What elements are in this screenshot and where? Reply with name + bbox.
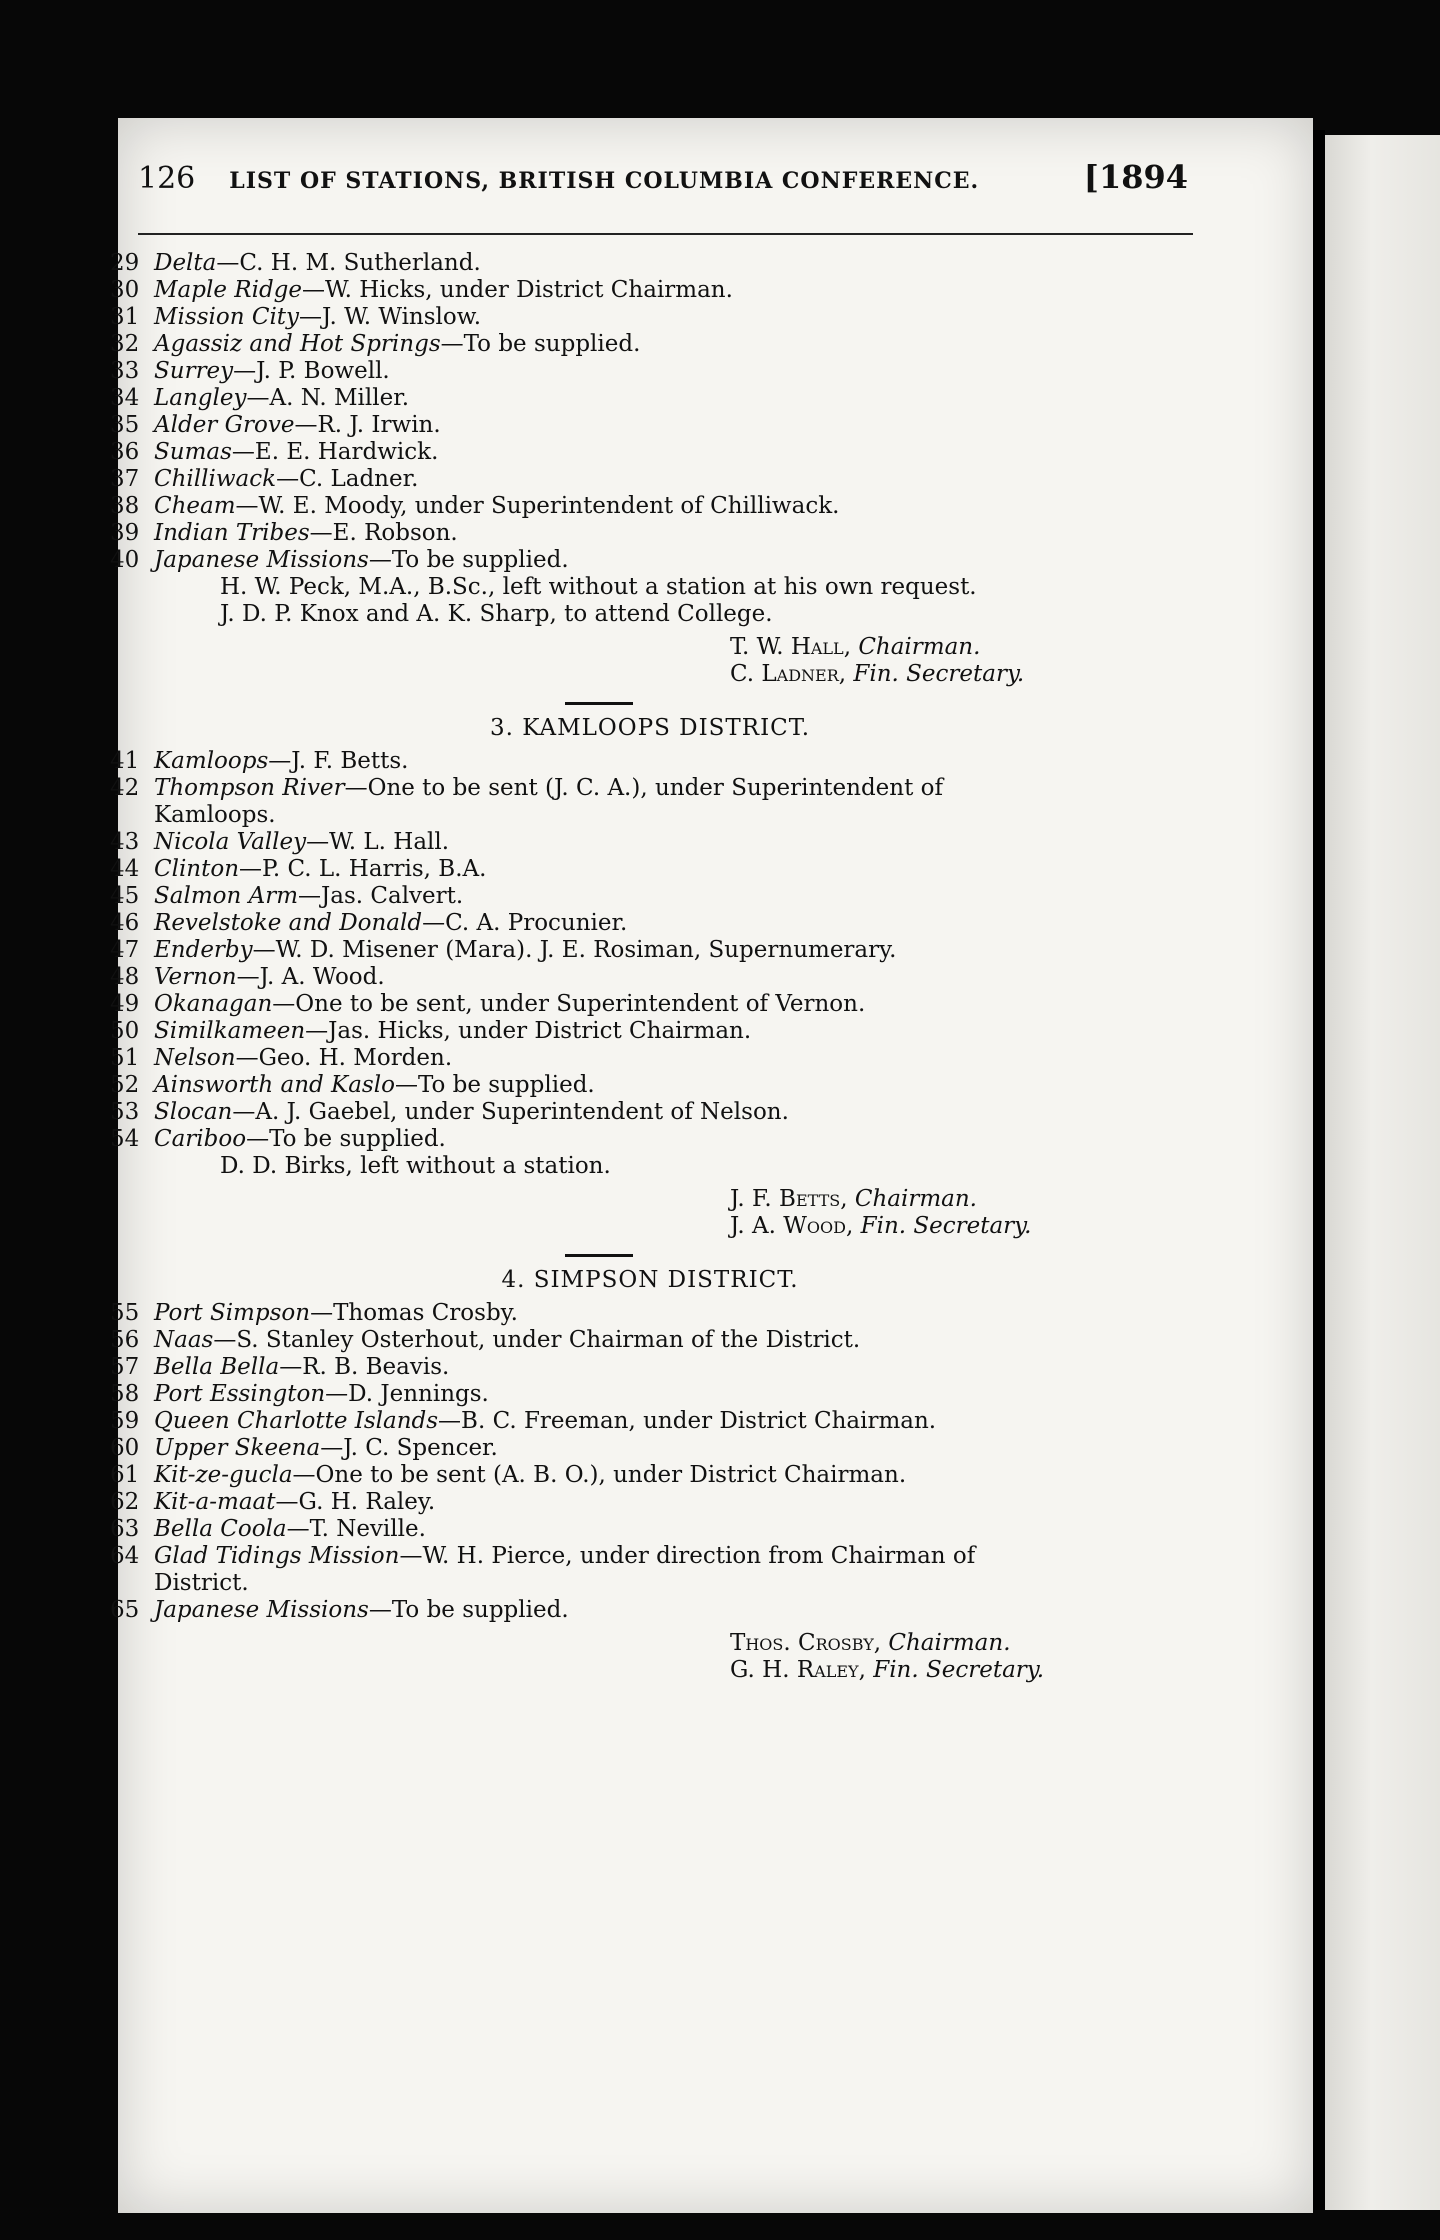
station-entry xyxy=(110,1126,1190,1153)
signature-line: C. Ladner, Fin. Secretary. xyxy=(730,661,1025,687)
station-assignment: —J. C. Spencer. xyxy=(320,1435,498,1461)
notes-section-1 xyxy=(110,574,1190,628)
station-note: J. D. P. Knox and A. K. Sharp, to attend College. xyxy=(220,601,773,627)
station-entry xyxy=(110,1099,1190,1126)
station-entry xyxy=(110,358,1190,385)
station-number: 52 xyxy=(110,1072,140,1098)
station-entry xyxy=(110,991,1190,1018)
station-place: Clinton xyxy=(154,856,240,882)
station-assignment: —D. Jennings. xyxy=(325,1381,489,1407)
station-number: 60 xyxy=(110,1435,140,1461)
station-note: D. D. Birks, left without a station. xyxy=(220,1153,611,1179)
section-divider xyxy=(565,1254,633,1257)
station-place: Enderby xyxy=(154,937,253,963)
station-place: Ainsworth and Kaslo xyxy=(154,1072,395,1098)
station-entry xyxy=(110,1354,1190,1381)
station-entry xyxy=(110,493,1190,520)
station-note: H. W. Peck, M.A., B.Sc., left without a station at his own request. xyxy=(220,574,977,600)
station-assignment: —T. Neville. xyxy=(286,1516,426,1542)
station-place: Kamloops xyxy=(154,748,269,774)
station-entry xyxy=(110,412,1190,439)
station-entry xyxy=(110,1489,1190,1516)
station-place: Japanese Missions xyxy=(154,1597,369,1623)
station-entry xyxy=(110,1543,1190,1570)
station-number: 32 xyxy=(110,331,140,357)
station-place: Nelson xyxy=(154,1045,236,1071)
station-place: Upper Skeena xyxy=(154,1435,321,1461)
station-entry xyxy=(110,466,1190,493)
station-place: Maple Ridge xyxy=(154,277,302,303)
signatory-role: Chairman. xyxy=(888,1630,1011,1656)
station-place: Cheam xyxy=(154,493,236,519)
station-number: 45 xyxy=(110,883,140,909)
station-assignment: —Thomas Crosby. xyxy=(310,1300,518,1326)
station-number: 53 xyxy=(110,1099,140,1125)
station-list-kamloops xyxy=(110,748,1190,1153)
station-assignment: —R. J. Irwin. xyxy=(294,412,441,438)
signatory-role: Chairman. xyxy=(858,634,981,660)
signatory-role: Fin. Secretary. xyxy=(853,661,1025,687)
station-number: 47 xyxy=(110,937,140,963)
station-list-section-1 xyxy=(110,250,1190,574)
facing-page-edge xyxy=(1325,135,1440,2210)
station-entry xyxy=(110,1462,1190,1489)
signatures-section-1 xyxy=(110,634,1190,688)
station-number: 61 xyxy=(110,1462,140,1488)
station-entry xyxy=(110,748,1190,775)
station-entry xyxy=(110,1300,1190,1327)
signatory-role: Chairman. xyxy=(854,1186,977,1212)
station-number: 35 xyxy=(110,412,140,438)
station-entry xyxy=(110,1327,1190,1354)
station-place: Similkameen xyxy=(154,1018,306,1044)
station-assignment: —One to be sent (J. C. A.), under Superintendent of xyxy=(344,775,944,801)
station-number: 34 xyxy=(110,385,140,411)
station-place: Indian Tribes xyxy=(154,520,310,546)
station-place: Sumas xyxy=(154,439,232,465)
book-spine xyxy=(1313,130,1325,2210)
page-year: [1894 xyxy=(1083,158,1188,196)
station-number: 31 xyxy=(110,304,140,330)
station-assignment: —One to be sent (A. B. O.), under District Chairman. xyxy=(292,1462,907,1488)
page-header xyxy=(138,158,1188,208)
station-entry xyxy=(110,937,1190,964)
station-place: Alder Grove xyxy=(154,412,295,438)
station-number: 36 xyxy=(110,439,140,465)
station-entry xyxy=(110,856,1190,883)
station-place: Mission City xyxy=(154,304,300,330)
station-place: Naas xyxy=(154,1327,214,1353)
station-assignment: —J. A. Wood. xyxy=(236,964,385,990)
signatory-name: J. F. Betts xyxy=(730,1186,841,1212)
station-number: 43 xyxy=(110,829,140,855)
station-assignment: —To be supplied. xyxy=(394,1072,595,1098)
station-entry xyxy=(110,439,1190,466)
station-number: 38 xyxy=(110,493,140,519)
station-number: 30 xyxy=(110,277,140,303)
station-entry xyxy=(110,331,1190,358)
station-number: 41 xyxy=(110,748,140,774)
station-place: Bella Bella xyxy=(154,1354,280,1380)
station-number: 37 xyxy=(110,466,140,492)
station-place: Salmon Arm xyxy=(154,883,299,909)
station-number: 40 xyxy=(110,547,140,573)
signature-line: G. H. Raley, Fin. Secretary. xyxy=(730,1657,1045,1683)
station-place: Chilliwack xyxy=(154,466,277,492)
station-assignment: —J. P. Bowell. xyxy=(233,358,390,384)
station-place: Nicola Valley xyxy=(154,829,307,855)
station-place: Glad Tidings Mission xyxy=(154,1543,400,1569)
station-entry-continuation: District. xyxy=(154,1570,249,1596)
station-entry xyxy=(110,520,1190,547)
station-number: 50 xyxy=(110,1018,140,1044)
station-assignment: —W. H. Pierce, under direction from Chairman of xyxy=(399,1543,976,1569)
station-number: 55 xyxy=(110,1300,140,1326)
station-number: 62 xyxy=(110,1489,140,1515)
station-place: Kit-ze-gucla xyxy=(154,1462,293,1488)
station-assignment: —Jas. Hicks, under District Chairman. xyxy=(305,1018,752,1044)
station-number: 57 xyxy=(110,1354,140,1380)
station-place: Surrey xyxy=(154,358,234,384)
station-entry xyxy=(110,1597,1190,1624)
station-assignment: —R. B. Beavis. xyxy=(279,1354,450,1380)
station-place: Kit-a-maat xyxy=(154,1489,276,1515)
signatures-kamloops xyxy=(110,1186,1190,1240)
station-number: 64 xyxy=(110,1543,140,1569)
station-place: Vernon xyxy=(154,964,237,990)
signatory-name: J. A. Wood xyxy=(730,1213,846,1239)
signatory-name: T. W. Hall xyxy=(730,634,844,660)
station-assignment: —C. A. Procunier. xyxy=(422,910,628,936)
page-number: 126 xyxy=(138,161,196,196)
page-body xyxy=(110,250,1190,1684)
signatory-role: Fin. Secretary. xyxy=(873,1657,1045,1683)
station-assignment: —Geo. H. Morden. xyxy=(235,1045,453,1071)
station-place: Bella Coola xyxy=(154,1516,287,1542)
station-assignment: —W. L. Hall. xyxy=(306,829,450,855)
station-entry xyxy=(110,1435,1190,1462)
station-assignment: —To be supplied. xyxy=(246,1126,446,1152)
station-place: Langley xyxy=(154,385,247,411)
station-place: Cariboo xyxy=(154,1126,247,1152)
signatures-simpson xyxy=(110,1630,1190,1684)
signature-line: J. F. Betts, Chairman. xyxy=(730,1186,977,1212)
station-assignment: —G. H. Raley. xyxy=(275,1489,436,1515)
station-assignment: —W. D. Misener (Mara). J. E. Rosiman, Supernumerary. xyxy=(252,937,897,963)
signatory-role: Fin. Secretary. xyxy=(860,1213,1032,1239)
station-assignment: —E. Robson. xyxy=(309,520,458,546)
station-entry xyxy=(110,910,1190,937)
station-entry xyxy=(110,1072,1190,1099)
station-assignment: —J. W. Winslow. xyxy=(299,304,482,330)
district-heading-simpson: 4. SIMPSON DISTRICT. xyxy=(501,1267,799,1293)
station-assignment: —Jas. Calvert. xyxy=(298,883,464,909)
district-heading-kamloops: 3. KAMLOOPS DISTRICT. xyxy=(489,715,811,741)
station-entry xyxy=(110,250,1190,277)
station-entry xyxy=(110,775,1190,802)
station-number: 29 xyxy=(110,250,140,276)
station-number: 58 xyxy=(110,1381,140,1407)
station-entry xyxy=(110,1516,1190,1543)
station-entry-continuation: Kamloops. xyxy=(154,802,276,828)
signatory-name: G. H. Raley xyxy=(730,1657,859,1683)
station-entry xyxy=(110,964,1190,991)
station-number: 33 xyxy=(110,358,140,384)
station-place: Agassiz and Hot Springs xyxy=(154,331,441,357)
station-number: 42 xyxy=(110,775,140,801)
station-number: 54 xyxy=(110,1126,140,1152)
station-assignment: —W. E. Moody, under Superintendent of Chilliwack. xyxy=(235,493,840,519)
station-number: 59 xyxy=(110,1408,140,1434)
station-place: Port Essington xyxy=(154,1381,326,1407)
station-assignment: —To be supplied. xyxy=(368,1597,569,1623)
station-number: 48 xyxy=(110,964,140,990)
station-place: Slocan xyxy=(154,1099,233,1125)
station-entry xyxy=(110,304,1190,331)
station-assignment: —To be supplied. xyxy=(368,547,569,573)
station-assignment: —C. H. M. Sutherland. xyxy=(216,250,481,276)
station-place: Revelstoke and Donald xyxy=(154,910,423,936)
station-place: Queen Charlotte Islands xyxy=(154,1408,439,1434)
station-entry xyxy=(110,883,1190,910)
station-entry xyxy=(110,1408,1190,1435)
running-title: LIST OF STATIONS, BRITISH COLUMBIA CONFERENCE. xyxy=(229,168,980,194)
station-number: 46 xyxy=(110,910,140,936)
signatory-name: C. Ladner xyxy=(730,661,839,687)
station-assignment: —C. Ladner. xyxy=(276,466,419,492)
station-place: Delta xyxy=(154,250,217,276)
station-entry xyxy=(110,829,1190,856)
signature-line: Thos. Crosby, Chairman. xyxy=(730,1630,1011,1656)
signature-line: T. W. Hall, Chairman. xyxy=(730,634,981,660)
station-assignment: —P. C. L. Harris, B.A. xyxy=(239,856,487,882)
station-assignment: —A. J. Gaebel, under Superintendent of Nelson. xyxy=(232,1099,789,1125)
station-entry xyxy=(110,277,1190,304)
station-number: 51 xyxy=(110,1045,140,1071)
station-number: 49 xyxy=(110,991,140,1017)
station-entry xyxy=(110,1018,1190,1045)
station-number: 65 xyxy=(110,1597,140,1623)
station-entry xyxy=(110,1381,1190,1408)
station-entry xyxy=(110,1045,1190,1072)
header-rule xyxy=(138,233,1193,235)
station-entry xyxy=(110,547,1190,574)
station-assignment: —B. C. Freeman, under District Chairman. xyxy=(438,1408,937,1434)
station-number: 56 xyxy=(110,1327,140,1353)
station-place: Okanagan xyxy=(154,991,273,1017)
station-place: Japanese Missions xyxy=(154,547,369,573)
station-assignment: —To be supplied. xyxy=(440,331,641,357)
station-place: Thompson River xyxy=(154,775,345,801)
signature-line: J. A. Wood, Fin. Secretary. xyxy=(730,1213,1032,1239)
station-assignment: —J. F. Betts. xyxy=(268,748,409,774)
section-divider xyxy=(565,702,633,705)
station-number: 39 xyxy=(110,520,140,546)
signatory-name: Thos. Crosby xyxy=(730,1630,874,1656)
station-place: Port Simpson xyxy=(154,1300,311,1326)
station-list-simpson xyxy=(110,1300,1190,1624)
station-entry xyxy=(110,385,1190,412)
station-assignment: —A. N. Miller. xyxy=(246,385,410,411)
station-assignment: —E. E. Hardwick. xyxy=(231,439,439,465)
station-number: 44 xyxy=(110,856,140,882)
notes-kamloops xyxy=(110,1153,1190,1180)
station-assignment: —S. Stanley Osterhout, under Chairman of the District. xyxy=(213,1327,861,1353)
station-assignment: —W. Hicks, under District Chairman. xyxy=(302,277,733,303)
station-number: 63 xyxy=(110,1516,140,1542)
station-assignment: —One to be sent, under Superintendent of Vernon. xyxy=(272,991,866,1017)
